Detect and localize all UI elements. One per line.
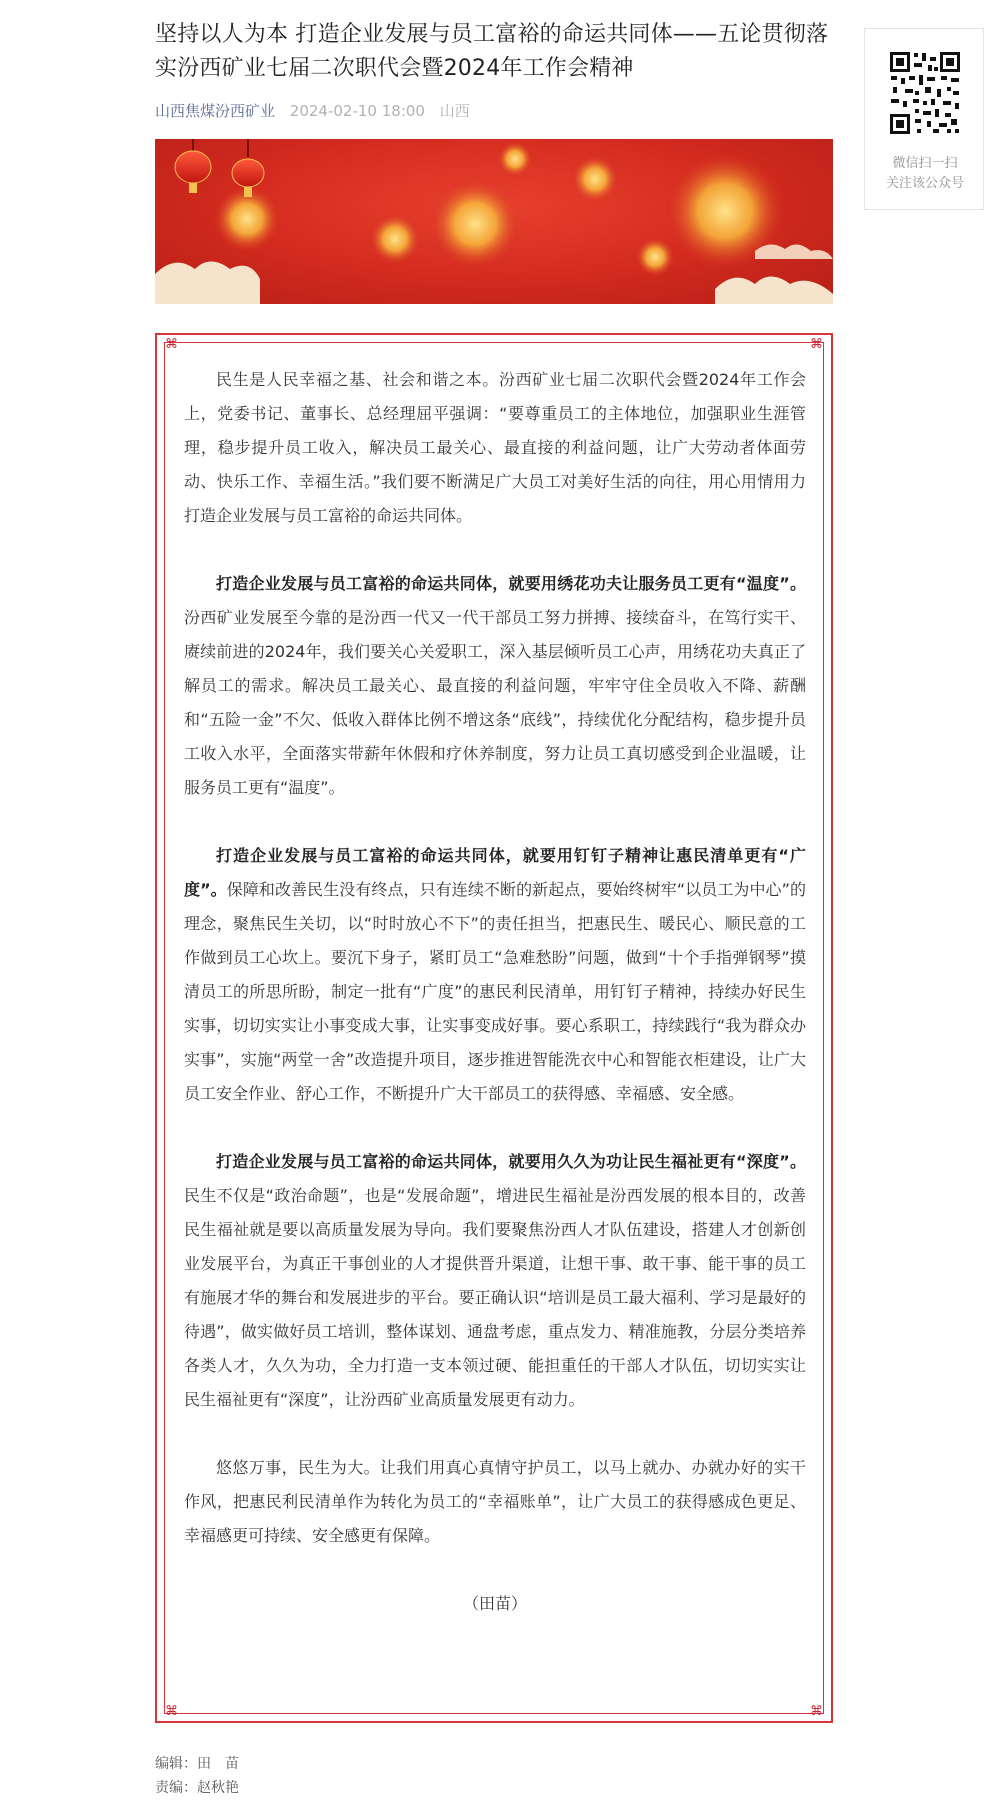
article (155, 0, 833, 1719)
lantern-right-icon (232, 159, 264, 187)
qr-caption-line1: 微信扫一扫 (892, 156, 958, 171)
cloud-left-icon (155, 262, 260, 305)
firework-3 (429, 178, 521, 270)
banner-graphic (155, 139, 833, 304)
paragraph-intro: 民生是人民幸福之基、社会和谐之本。汾西矿业七届二次职代会暨2024年工作会上，党委书记、董事长、总经理屈平强调：“要尊重员工的主体地位，加强职业生涯管理，稳步提升员工收入，解决员工最关心、最直接的利益问题，让广大劳动者体面劳动、快乐工作、幸福生活。”我们要不断满足广大员工对美好生活的向往，用心用情用力打造企业发展与员工富裕的命运共同体。 (184, 370, 806, 525)
firework-5 (635, 237, 675, 277)
frame-corner-ornament-icon: ⌘ (165, 1704, 178, 1719)
publish-date: 2024-02-10 18:00 (289, 102, 425, 120)
frame-corner-ornament-icon: ⌘ (165, 337, 178, 352)
cloud-right-icon (715, 277, 833, 305)
qr-caption-line2: 关注该公众号 (885, 176, 964, 191)
article-content (184, 363, 806, 1655)
firework-4 (571, 155, 619, 203)
lantern-left-icon (175, 151, 211, 183)
qr-code-panel (864, 28, 984, 210)
paragraph-text: 汾西矿业发展至今靠的是汾西一代又一代干部员工努力拼搏、接续奋斗，在笃行实干、赓续前进的2024年，我们要关心关爱职工，深入基层倾听员工心声，用绣花功夫真正了解员工的需求。解决员工最关心、最直接的利益问题，牢牢守住全员收入不降、薪酬和“五险一金”不欠、低收入群体比例不增这条“底线”，持续优化分配结构，稳步提升员工收入水平，全面落实带薪年休假和疗休养制度，努力让员工真切感受到企业温暖，让服务员工更有“温度”。 (184, 608, 806, 797)
editor-credit: 编辑：田 苗 (155, 1756, 239, 1772)
paragraph-heading: 打造企业发展与员工富裕的命运共同体，就要用久久为功让民生福祉更有“深度”。 (216, 1152, 806, 1171)
paragraph-depth (184, 1145, 806, 1417)
paragraph-conclusion: 悠悠万事，民生为大。让我们用真心真情守护员工，以马上就办、办就办好的实干作风，把惠民利民清单作为转化为员工的“幸福账单”，让广大员工的获得感成色更足、幸福感更可持续、安全感更有保障。 (184, 1458, 806, 1545)
qr-code-icon[interactable] (889, 51, 961, 135)
paragraph-breadth (184, 839, 806, 1111)
article-body-frame (155, 333, 833, 1723)
author-signature: （田苗） (462, 1594, 527, 1613)
firework-7 (497, 141, 533, 177)
frame-corner-ornament-icon: ⌘ (810, 337, 823, 352)
paragraph-heading: 打造企业发展与员工富裕的命运共同体，就要用绣花功夫让服务员工更有“温度”。 (216, 574, 806, 593)
paragraph-heading: 打造企业发展与员工富裕的命运共同体，就要用钉钉子精神让惠民清单更有“广度”。 (184, 846, 806, 899)
article-footer (155, 1752, 239, 1800)
publish-location: 山西 (439, 102, 470, 120)
paragraph-text: 民生不仅是“政治命题”，也是“发展命题”，增进民生福祉是汾西发展的根本目的，改善民生福祉就是要以高质量发展为导向。我们要聚焦汾西人才队伍建设，搭建人才创新创业发展平台，为真正干事创业的人才提供晋升渠道，让想干事、敢干事、能干事的员工有施展才华的舞台和发展进步的平台。要正确认识“培训是员工最大福利、学习是最好的待遇”，做实做好员工培训，整体谋划、通盘考虑，重点发力、精准施教，分层分类培养各类人才，久久为功，全力打造一支本领过硬、能担重任的干部人才队伍，切切实实让民生福祉更有“深度”，让汾西矿业高质量发展更有动力。 (184, 1186, 806, 1409)
firework-2 (369, 213, 421, 265)
paragraph-text: 保障和改善民生没有终点，只有连续不断的新起点，要始终树牢“以员工为中心”的理念，聚焦民生关切，以“时时放心不下”的责任担当，把惠民生、暖民心、顺民意的工作做到员工心坎上。要沉下身子，紧盯员工“急难愁盼”问题，做到“十个手指弹钢琴”摸清员工的所思所盼，制定一批有“广度”的惠民利民清单，用钉钉子精神，持续办好民生实事，切切实实让小事变成大事，让实事变成好事。要心系职工，持续践行“我为群众办实事”，实施“两堂一舍”改造提升项目，逐步推进智能洗衣中心和智能衣柜建设，让广大员工安全作业、舒心工作，不断提升广大干部员工的获得感、幸福感、安全感。 (184, 880, 806, 1103)
frame-corner-ornament-icon: ⌘ (810, 1704, 823, 1719)
article-meta (155, 100, 833, 122)
festive-banner-image (155, 139, 833, 304)
responsible-editor-credit: 责编：赵秋艳 (155, 1780, 239, 1796)
account-name-link[interactable]: 山西焦煤汾西矿业 (155, 102, 276, 120)
article-title: 坚持以人为本 打造企业发展与员工富裕的命运共同体——五论贯彻落实汾西矿业七届二次职代会暨2024年工作会精神 (155, 22, 829, 81)
qr-caption (865, 154, 985, 194)
paragraph-warmth (184, 567, 806, 805)
